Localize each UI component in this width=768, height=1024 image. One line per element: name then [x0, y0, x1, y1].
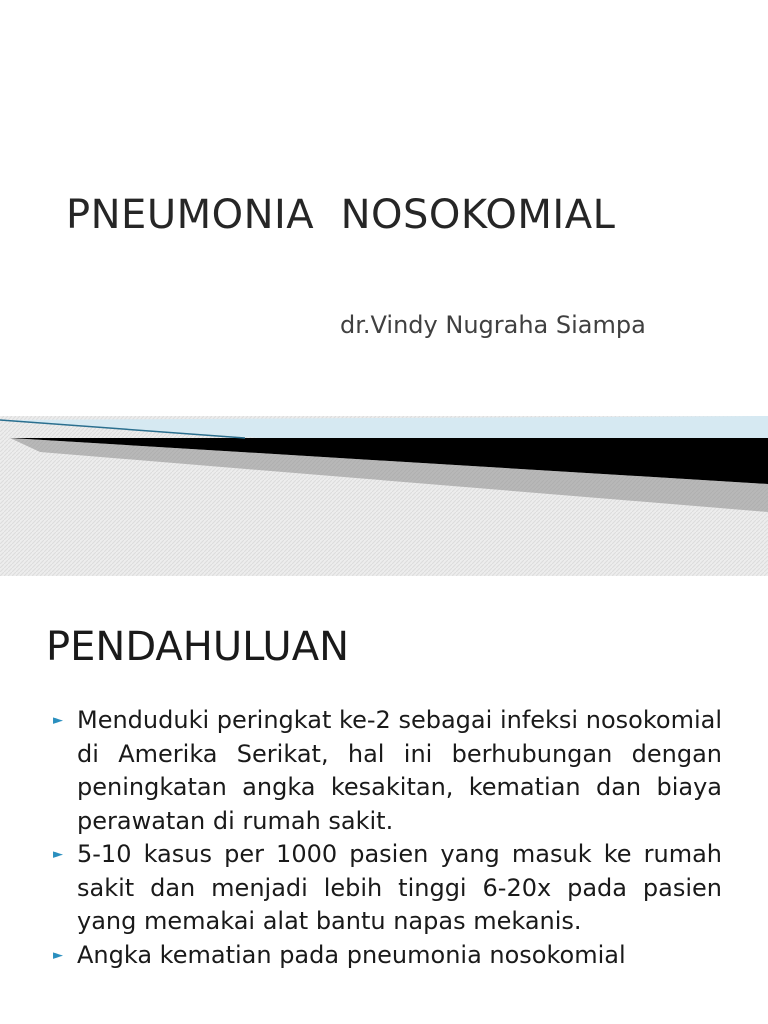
bullet-text: Menduduki peringkat ke-2 sebagai infeksi nosokomial di Amerika Serikat, hal ini berhubungan dengan peningkatan angka kesakitan, kematian dan biaya perawatan di rumah sakit.: [77, 706, 722, 835]
bullet-arrow-icon: ►: [53, 847, 63, 862]
bullet-item: [48, 704, 722, 838]
decorative-band: [0, 400, 768, 576]
bullet-item: [48, 838, 722, 939]
bullet-arrow-icon: ►: [53, 713, 63, 728]
slide-heading: PENDAHULUAN: [46, 624, 349, 670]
bullet-item: [48, 939, 722, 973]
bullet-text: 5-10 kasus per 1000 pasien yang masuk ke rumah sakit dan menjadi lebih tinggi 6-20x pada pasien yang memakai alat bantu napas mekanis.: [77, 840, 722, 935]
slide-title: PNEUMONIA NOSOKOMIAL: [66, 192, 616, 238]
slide-subtitle: dr.Vindy Nugraha Siampa: [340, 311, 646, 339]
bullet-arrow-icon: ►: [53, 947, 63, 963]
band-top-light: [0, 400, 768, 416]
bullet-text: Angka kematian pada pneumonia nosokomial: [77, 940, 626, 969]
bullet-list: [48, 704, 722, 972]
content-slide: [0, 576, 768, 1024]
